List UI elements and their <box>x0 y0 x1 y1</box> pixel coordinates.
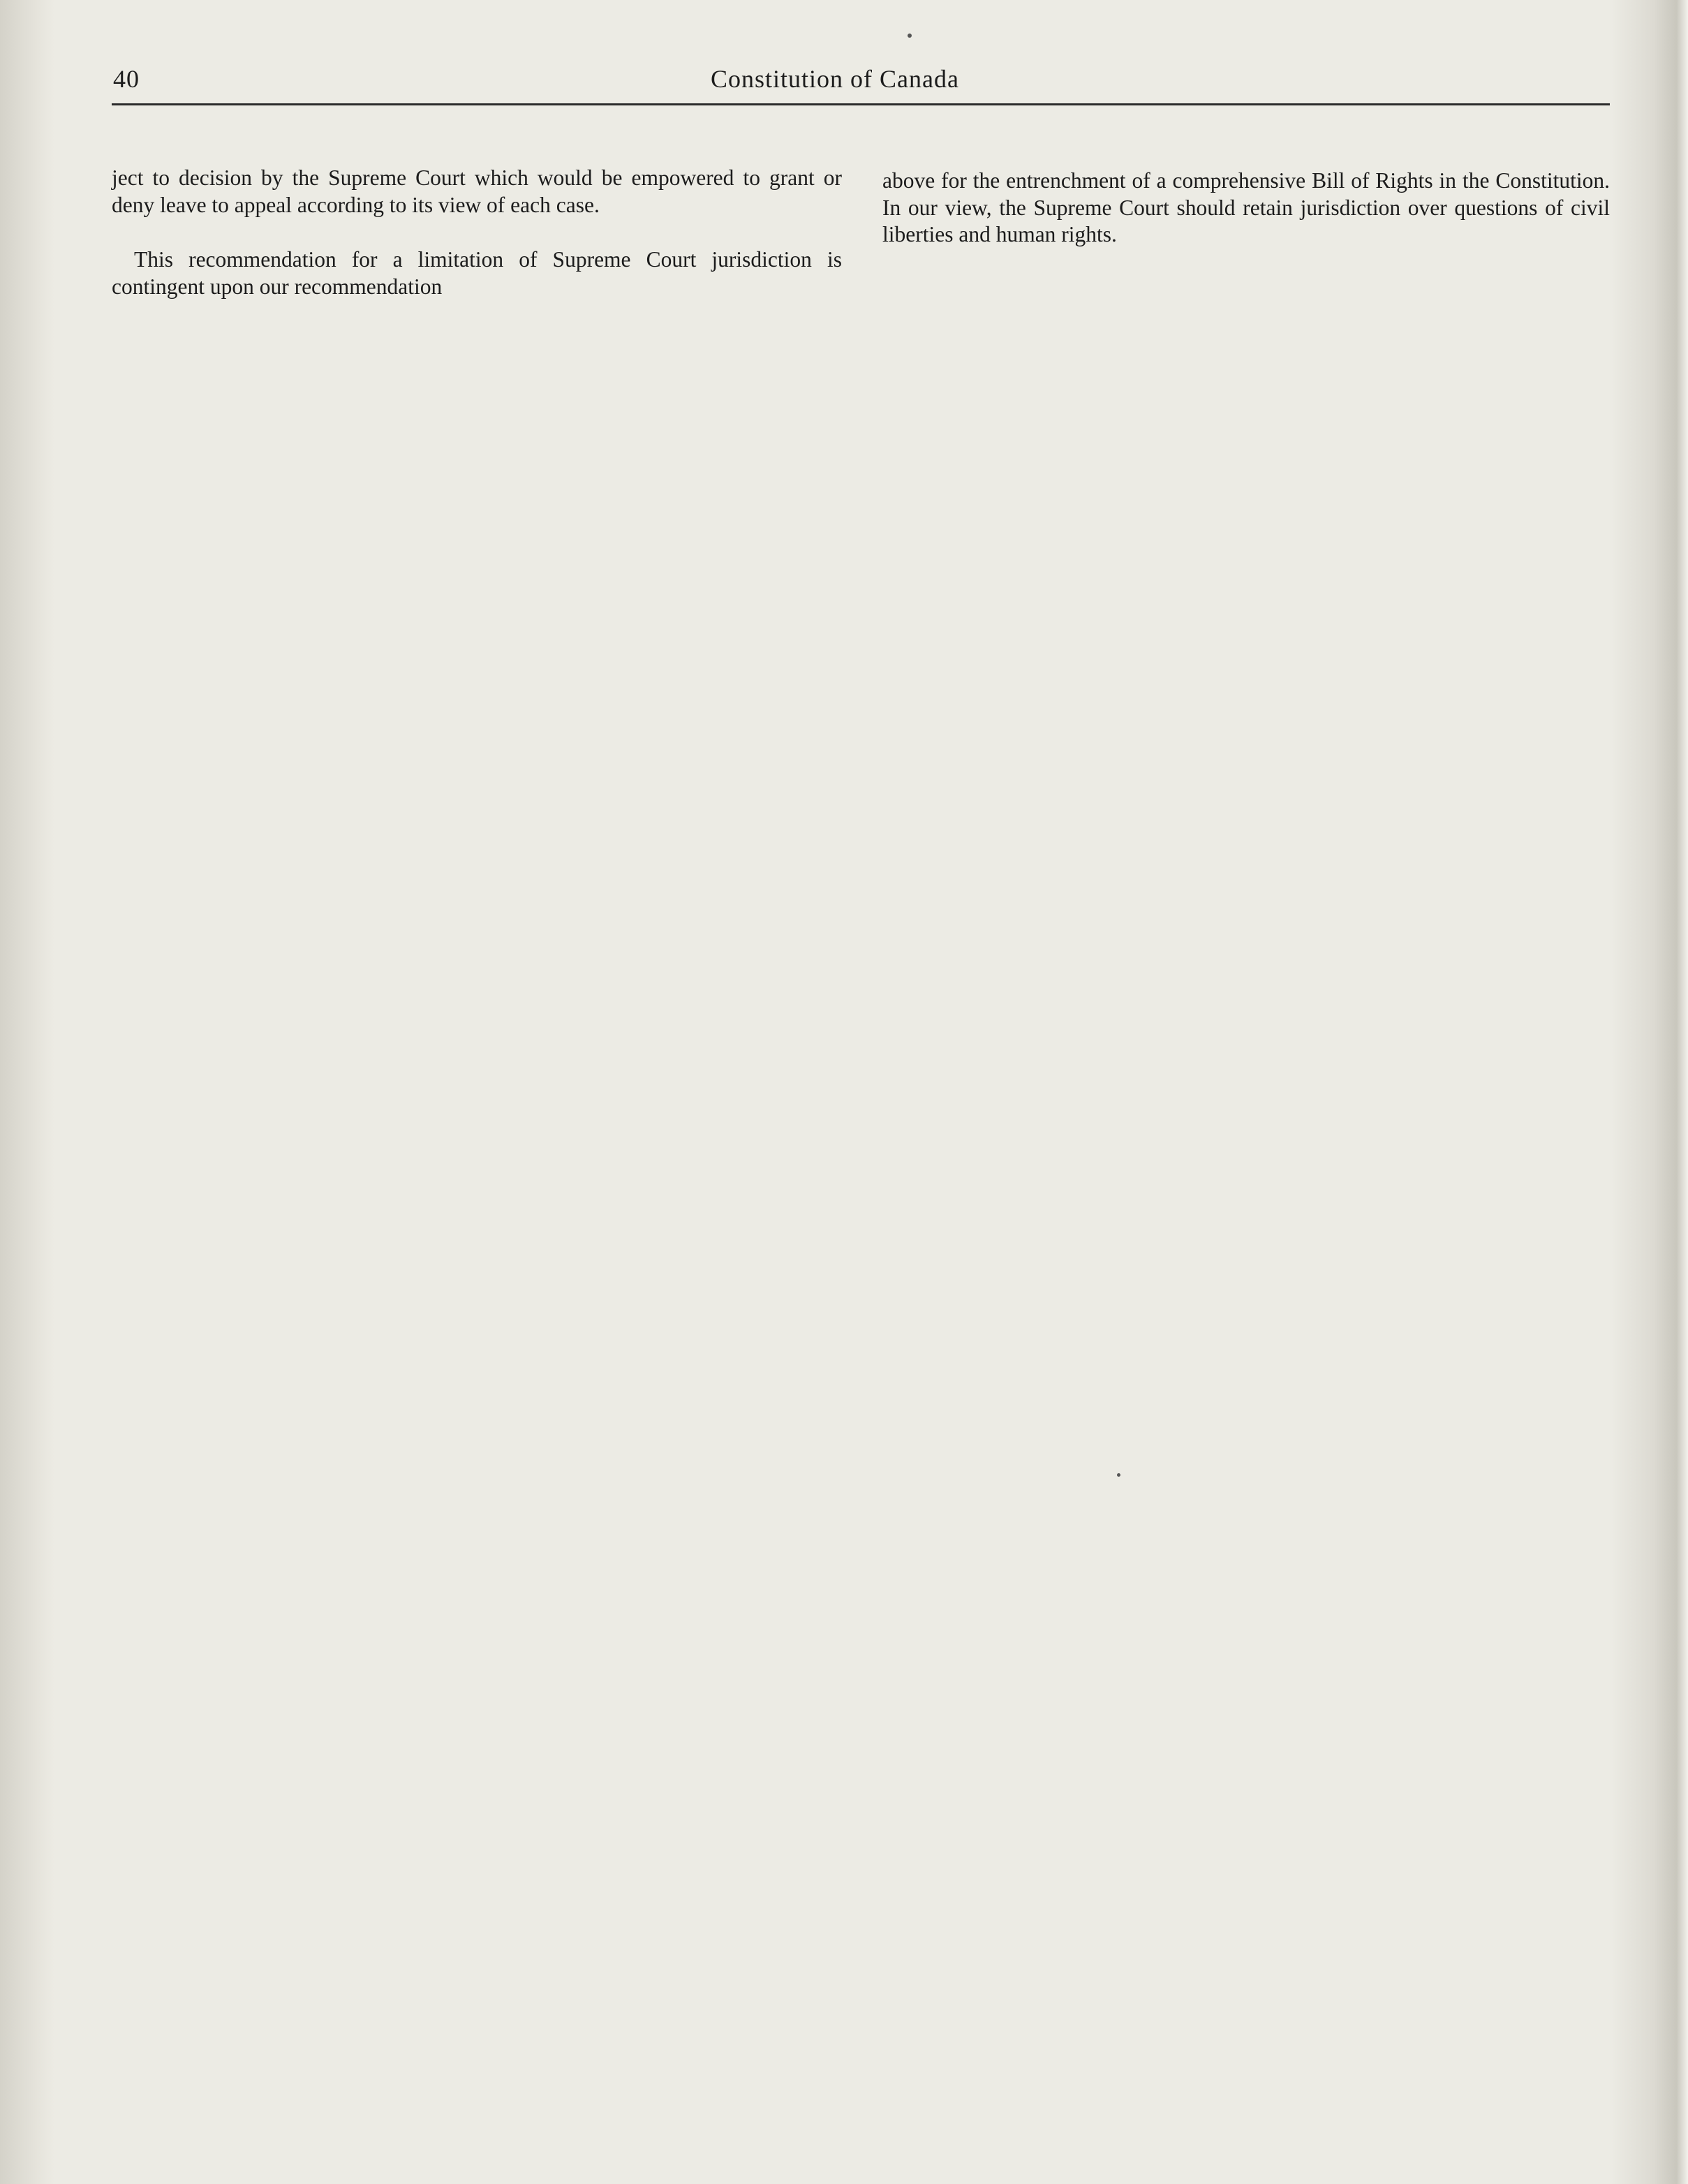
print-speck <box>1117 1473 1120 1477</box>
running-title: Constitution of Canada <box>711 65 959 93</box>
print-speck <box>908 34 912 38</box>
left-paragraph-2: This recommendation for a limitation of Supreme Court jurisdiction is contingent upon our recommendation <box>112 247 842 299</box>
page-number: 40 <box>113 65 140 93</box>
right-column <box>882 168 1610 249</box>
running-head <box>112 60 1610 105</box>
page-edge-shadow <box>1611 0 1688 2184</box>
right-paragraph-1: above for the entrenchment of a comprehensive Bill of Rights in the Constitution. In our view, the Supreme Court should retain jurisdiction over questions of civil liberties and human rights. <box>882 168 1610 247</box>
page-gutter-shadow <box>0 0 54 2184</box>
left-paragraph-1: ject to decision by the Supreme Court which would be empowered to grant or deny leave to appeal according to its view of each case. <box>112 165 842 217</box>
left-column <box>112 165 842 300</box>
